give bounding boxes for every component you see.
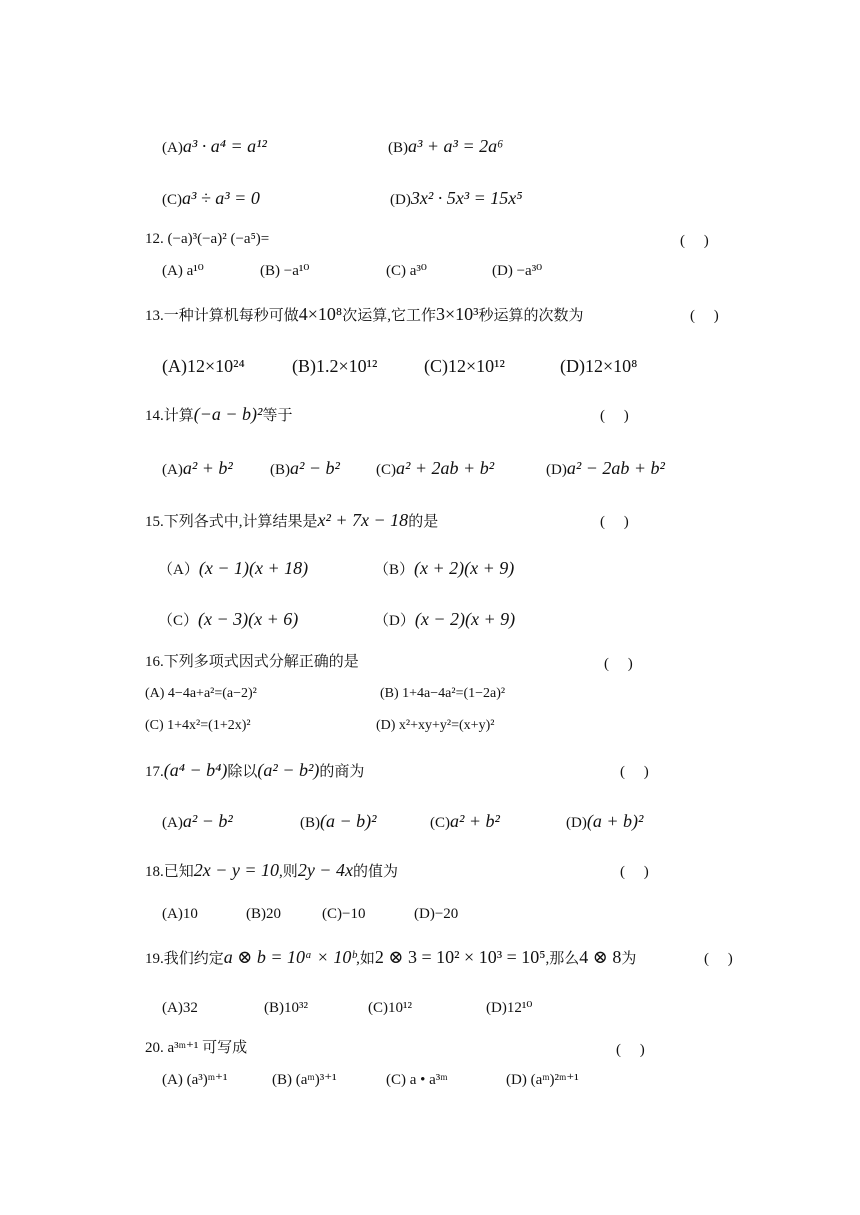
q12-option-d: (D) −a³⁰ [492, 263, 543, 279]
q19-answer-bracket: ( ) [704, 951, 733, 967]
q15-stem: 15.下列各式中,计算结果是x² + 7x − 18的是 [145, 510, 439, 530]
q14-stem: 14.计算(−a − b)²等于 [145, 404, 293, 424]
q13-option-d: (D)12×10⁸ [560, 356, 638, 376]
q17-answer-bracket: ( ) [620, 764, 649, 780]
q13-option-b: (B)1.2×10¹² [292, 356, 378, 376]
q15-answer-bracket: ( ) [600, 514, 629, 530]
q18-option-b: (B)20 [246, 906, 281, 922]
q17-option-a: (A)a² − b² [162, 811, 233, 831]
q18-option-a: (A)10 [162, 906, 198, 922]
q15-option-d: （D）(x − 2)(x + 9) [374, 609, 516, 629]
q20-option-a: (A) (a³)ᵐ⁺¹ [162, 1072, 228, 1088]
q20-option-b: (B) (aᵐ)³⁺¹ [272, 1072, 337, 1088]
q20-option-d: (D) (aᵐ)²ᵐ⁺¹ [506, 1072, 579, 1088]
q12-option-b: (B) −a¹⁰ [260, 263, 310, 279]
q13-option-a: (A)12×10²⁴ [162, 356, 245, 376]
q18-answer-bracket: ( ) [620, 864, 649, 880]
q17-option-d: (D)(a + b)² [566, 811, 644, 831]
q19-option-b: (B)10³² [264, 1000, 308, 1016]
q16-option-d: (D) x²+xy+y²=(x+y)² [376, 718, 495, 733]
q20-stem: 20. a³ᵐ⁺¹ 可写成 [145, 1040, 248, 1056]
q16-answer-bracket: ( ) [604, 656, 633, 672]
q18-stem: 18.已知2x − y = 10,则2y − 4x的值为 [145, 860, 398, 880]
q14-option-a: (A)a² + b² [162, 458, 233, 478]
q17-stem: 17.(a⁴ − b⁴)除以(a² − b²)的商为 [145, 760, 365, 780]
q15-option-c: （C）(x − 3)(x + 6) [158, 609, 299, 629]
q13-option-c: (C)12×10¹² [424, 356, 505, 376]
q15-option-a: （A）(x − 1)(x + 18) [158, 558, 309, 578]
q12-option-a: (A) a¹⁰ [162, 263, 204, 279]
q14-option-d: (D)a² − 2ab + b² [546, 458, 665, 478]
q19-option-a: (A)32 [162, 1000, 198, 1016]
q14-option-b: (B)a² − b² [270, 458, 340, 478]
q16-option-a: (A) 4−4a+a²=(a−2)² [145, 686, 257, 701]
q11-option-c: (C)a³ ÷ a³ = 0 [162, 188, 260, 208]
q16-option-b: (B) 1+4a−4a²=(1−2a)² [380, 686, 506, 701]
q11-option-d: (D)3x² · 5x³ = 15x⁵ [390, 188, 523, 208]
q12-answer-bracket: ( ) [680, 233, 709, 249]
q19-option-c: (C)10¹² [368, 1000, 412, 1016]
q20-answer-bracket: ( ) [616, 1042, 645, 1058]
q18-option-c: (C)−10 [322, 906, 366, 922]
q17-option-c: (C)a² + b² [430, 811, 500, 831]
q11-option-a: (A)a³ · a⁴ = a¹² [162, 136, 267, 156]
q19-option-d: (D)12¹⁰ [486, 1000, 533, 1016]
q18-option-d: (D)−20 [414, 906, 459, 922]
q16-stem: 16.下列多项式因式分解正确的是 [145, 654, 359, 670]
q16-option-c: (C) 1+4x²=(1+2x)² [145, 718, 251, 733]
q17-option-b: (B)(a − b)² [300, 811, 377, 831]
q13-answer-bracket: ( ) [690, 308, 719, 324]
q11-option-b: (B)a³ + a³ = 2a⁶ [388, 136, 504, 156]
q13-stem: 13.一种计算机每秒可做4×10⁸次运算,它工作3×10³秒运算的次数为 [145, 304, 584, 324]
q14-answer-bracket: ( ) [600, 408, 629, 424]
q12-option-c: (C) a³⁰ [386, 263, 427, 279]
q20-option-c: (C) a • a³ᵐ [386, 1072, 448, 1088]
q12-stem: 12. (−a)³(−a)² (−a⁵)= [145, 231, 270, 247]
q15-option-b: （B）(x + 2)(x + 9) [374, 558, 515, 578]
q14-option-c: (C)a² + 2ab + b² [376, 458, 495, 478]
q19-stem: 19.我们约定a ⊗ b = 10ᵃ × 10ᵇ,如2 ⊗ 3 = 10² × 10³ = 10⁵,那么4 ⊗ 8为 [145, 947, 637, 967]
